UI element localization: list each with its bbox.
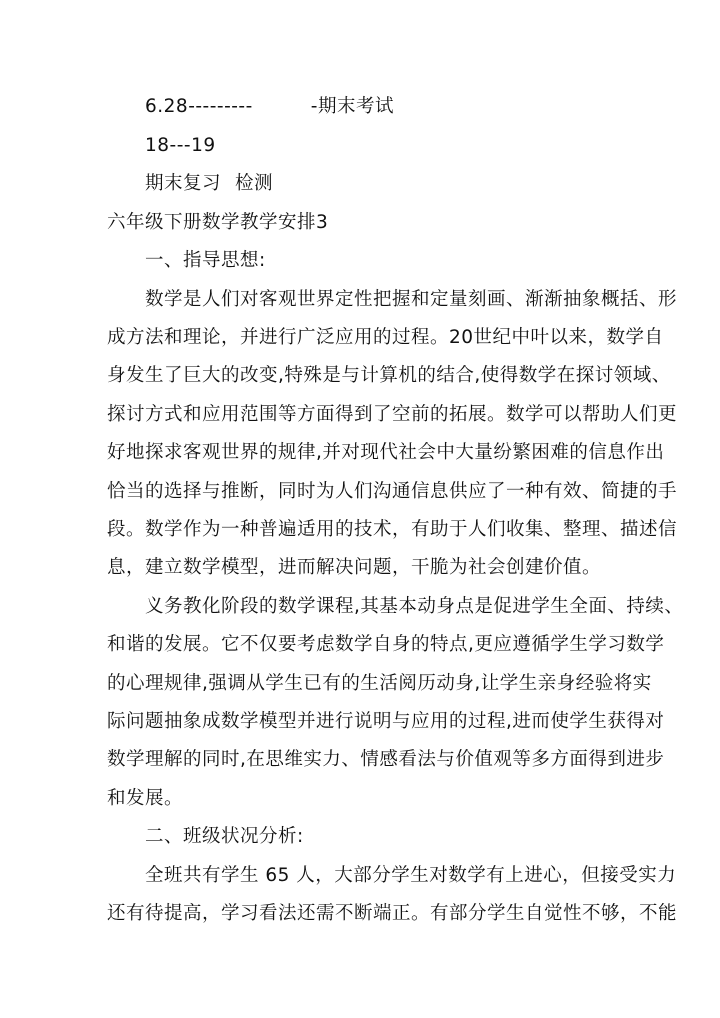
- section1-para1-line: 段。数学作为一种普遍适用的技术，有助于人们收集、整理、描述信: [107, 519, 678, 540]
- section1-para1-line: 探讨方式和应用范围等方面得到了空前的拓展。数学可以帮助人们更: [107, 404, 678, 425]
- section1-para2-line: 和发展。: [107, 788, 184, 809]
- section1-para2-line: 义务教化阶段的数学课程,其基本动身点是促进学生全面、持续、: [145, 596, 684, 617]
- schedule-date-range: 6.28---------: [145, 96, 253, 117]
- section1-para1-line: 身发生了巨大的改变,特殊是与计算机的结合,使得数学在探讨领域、: [107, 365, 671, 386]
- section1-para1-line: 成方法和理论，并进行广泛应用的过程。20世纪中叶以来，数学自: [107, 327, 664, 348]
- schedule-review: 期末复习: [145, 173, 222, 194]
- section1-para1-line: 恰当的选择与推断，同时为人们沟通信息供应了一种有效、简捷的手: [107, 481, 678, 502]
- schedule-activity: -期末考试: [310, 96, 394, 117]
- schedule-row-weeks: [145, 134, 720, 158]
- schedule-weeks: 18---19: [145, 135, 216, 156]
- section1-para2-line: 的心理规律,强调从学生已有的生活阅历动身,让学生亲身经验将实: [107, 673, 652, 694]
- section2-para1-line: 全班共有学生 65 人，大部分学生对数学有上进心，但接受实力: [145, 865, 677, 886]
- section2-heading: 二、班级状况分析:: [145, 826, 304, 847]
- section1-para2-line: 和谐的发展。它不仅要考虑数学自身的特点,更应遵循学生学习数学: [107, 634, 665, 655]
- section2-para1-line: 还有待提高，学习看法还需不断端正。有部分学生自觉性不够，不能: [107, 903, 678, 924]
- schedule-test: 检测: [235, 173, 274, 194]
- schedule-row-final-exam: [145, 95, 720, 119]
- section1-para1-line: 息，建立数学模型，进而解决问题，干脆为社会创建价值。: [107, 557, 602, 578]
- document-title: 六年级下册数学教学安排3: [107, 212, 329, 233]
- section1-para2-line: 数学理解的同时,在思维实力、情感看法与价值观等多方面得到进步: [107, 749, 665, 770]
- section1-para2-line: 际问题抽象成数学模型并进行说明与应用的过程,进而使学生获得对: [107, 711, 665, 732]
- section1-heading: 一、指导思想:: [145, 250, 266, 271]
- schedule-row-review: [145, 172, 720, 196]
- section1-para1-line: 好地探求客观世界的规律,并对现代社会中大量纷繁困难的信息作出: [107, 442, 665, 463]
- section1-para1-line: 数学是人们对客观世界定性把握和定量刻画、渐渐抽象概括、形: [145, 289, 678, 310]
